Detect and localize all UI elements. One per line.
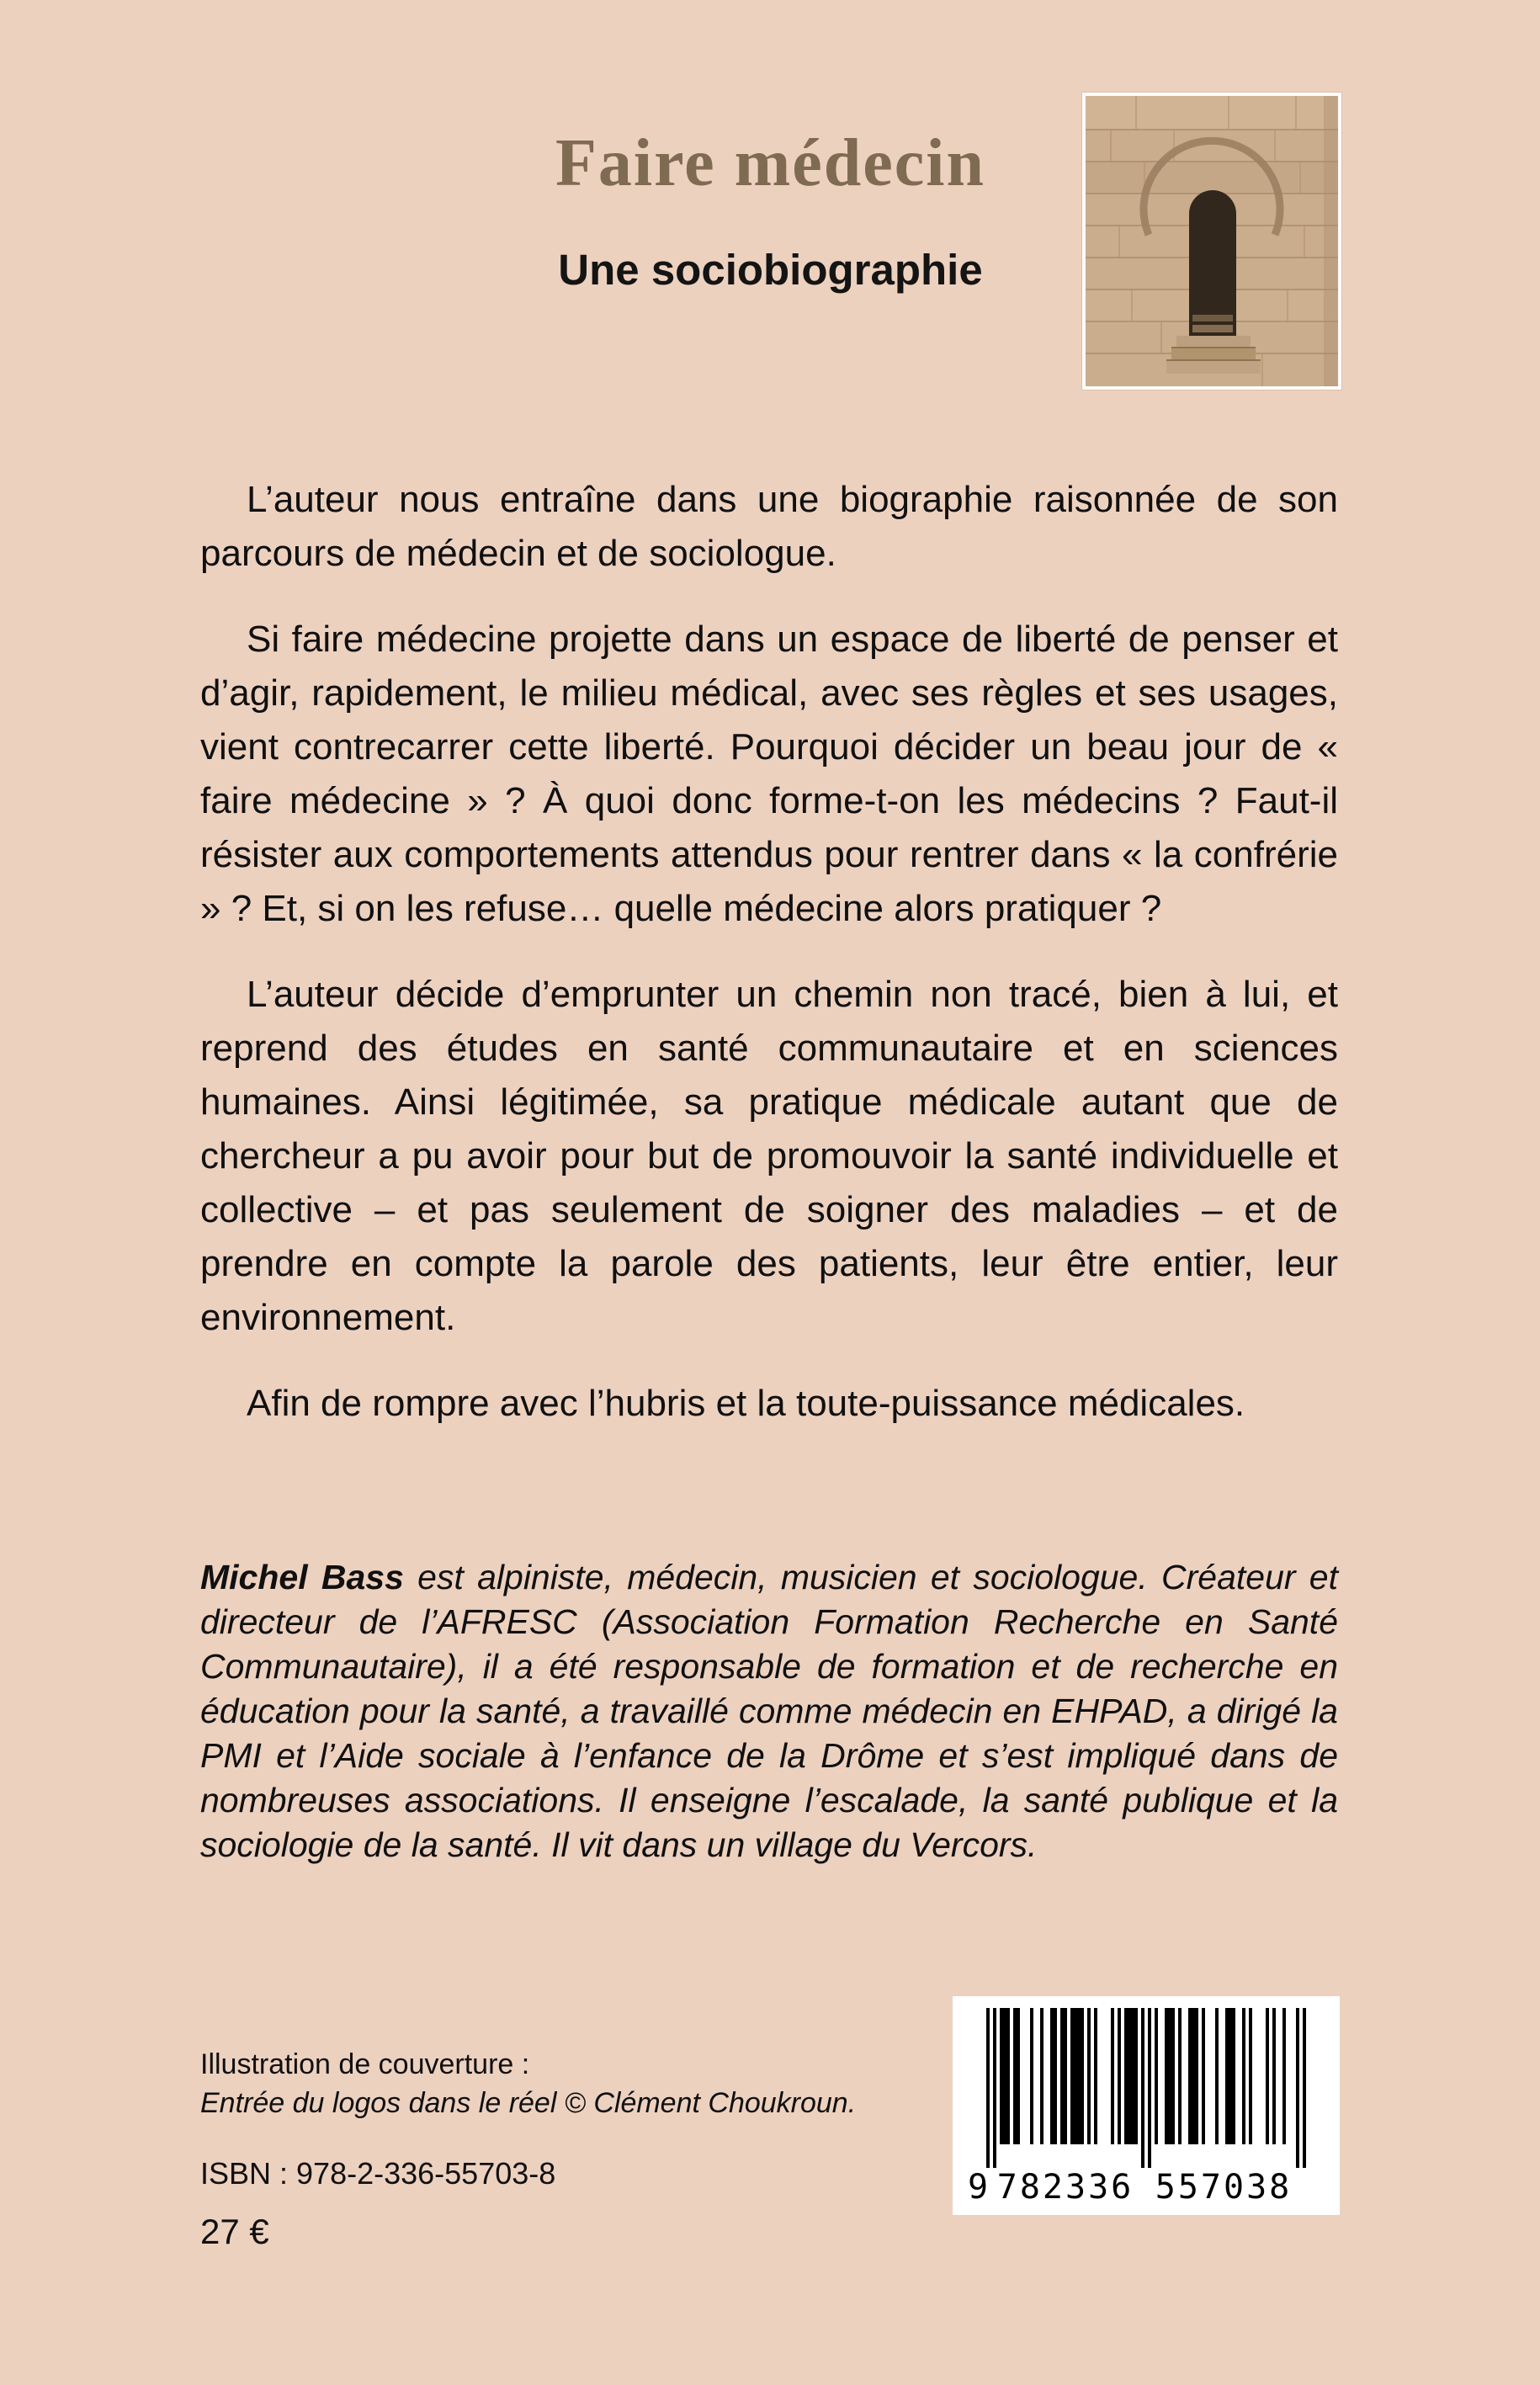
svg-text:9: 9 [968,2168,991,2207]
author-bio [200,1555,1338,1867]
illustration-credit-label: Illustration de couverture : [200,2048,530,2080]
synopsis-paragraph-3: L’auteur décide d’emprunter un chemin non tracé, bien à lui, et reprend des études en santé communautaire et en sciences humaines. Ainsi légitimée, sa pratique médicale autant que de chercheur a pu avoir pour but de promouvoir la santé individuelle et collective – et pas seulement de soigner des maladies – et de prendre en compte la parole des patients, leur être entier, leur environnement. [200,974,1338,1338]
stone-archway-illustration [1086,96,1338,386]
cover-photo-stone-archway [1082,93,1341,390]
book-subtitle: Une sociobiographie [558,246,983,294]
illustration-credit [200,2045,856,2122]
synopsis-paragraph-4: Afin de rompre avec l’hubris et la toute-puissance médicales. [247,1383,1245,1424]
ean13-barcode [953,1996,1340,2215]
svg-text:557038: 557038 [1155,2168,1293,2207]
synopsis-paragraph-2: Si faire médecine projette dans un espace de liberté de penser et d’agir, rapidement, le milieu médical, avec ses règles et ses usages, vient contrecarrer cette liberté. Pourquoi décider un beau jour de « faire médecine » ? À quoi donc forme-t-on les médecins ? Faut-il résister aux comportements attendus pour rentrer dans « la confrérie » ? Et, si on les refuse… quelle médecine alors pratiquer ? [200,619,1338,929]
author-name: Michel Bass [200,1558,404,1596]
illustration-credit-line: Entrée du logos dans le réel © Clément Choukroun. [200,2087,857,2119]
isbn: ISBN : 978-2-336-55703-8 [200,2156,556,2191]
author-bio-text: est alpiniste, médecin, musicien et sociologue. Créateur et directeur de l’AFRESC (Association Formation Recherche en Santé Communautaire), il a été responsable de formation et de recherche en éducation pour la santé, a travaillé comme médecin en EHPAD, a dirigé la PMI et l’Aide sociale à l’enfance de la Drôme et s’est impliqué dans de nombreuses associations. Il enseigne l’escalade, la santé publique et la sociologie de la santé. Il vit dans un village du Vercors. [200,1558,1338,1864]
book-title: Faire médecin [555,126,986,200]
svg-text:782336: 782336 [996,2168,1134,2207]
back-cover-text [200,473,1338,1867]
barcode-bars [953,1996,1340,2215]
price: 27 € [200,2212,269,2251]
synopsis-paragraph-1: L’auteur nous entraîne dans une biographie raisonnée de son parcours de médecin et de sociologue. [200,479,1338,574]
